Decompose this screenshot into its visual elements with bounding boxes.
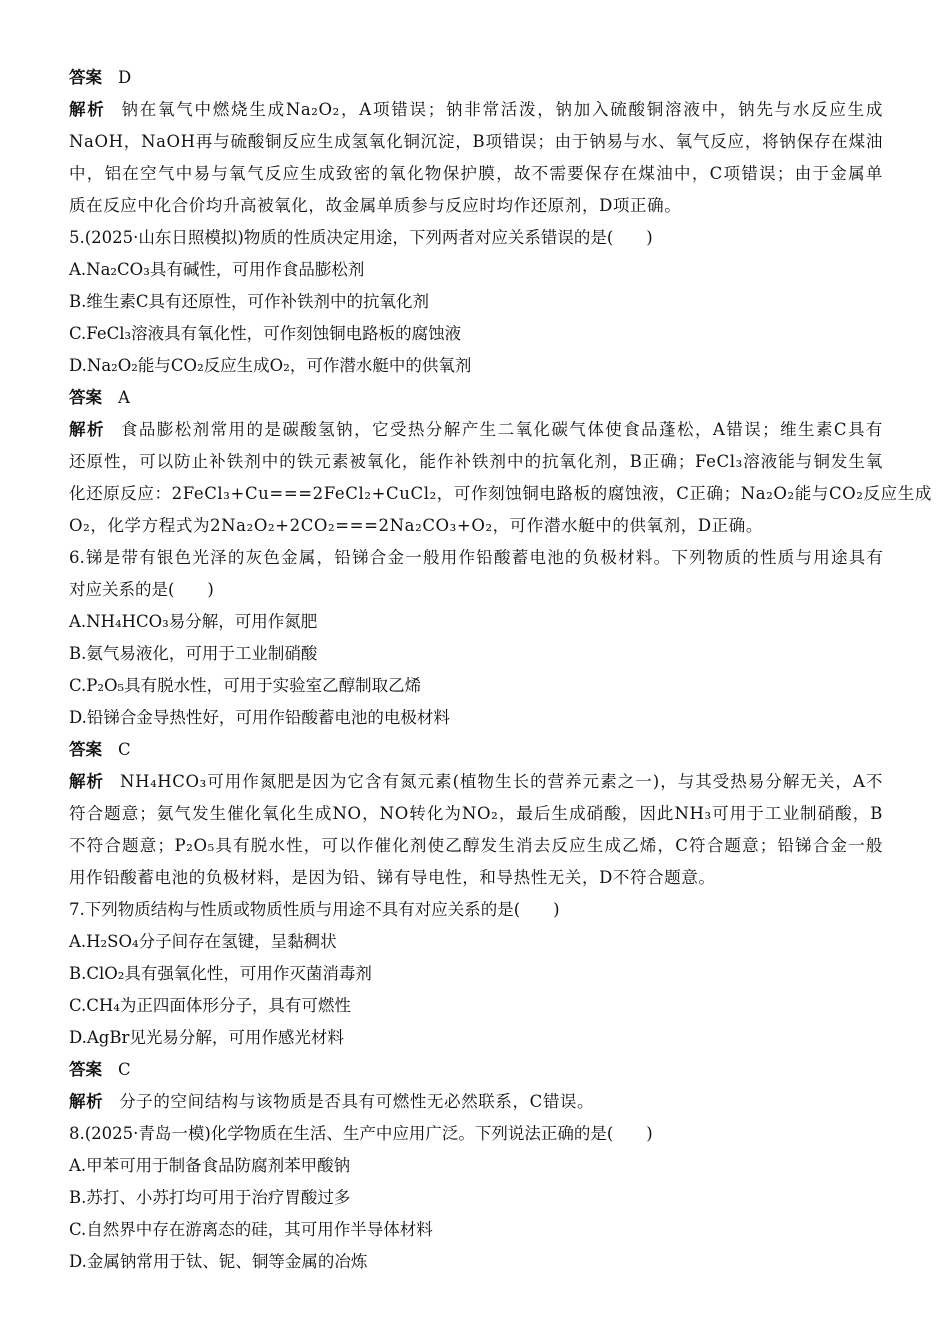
q8-option-a: A.甲苯可用于制备食品防腐剂苯甲酸钠 — [69, 1156, 351, 1175]
q6-analysis-line: 用作铅酸蓄电池的负极材料，是因为铅、锑有导电性，和导热性无关，D不符合题意。 — [69, 868, 716, 887]
q6-analysis-line: 不符合题意；P₂O₅具有脱水性，可以作催化剂使乙醇发生消去反应生成乙烯，C符合题意；铅锑合金一般 — [69, 836, 883, 855]
q8-option-b: B.苏打、小苏打均可用于治疗胃酸过多 — [69, 1188, 351, 1207]
q7-option-b: B.ClO₂具有强氧化性，可用作灭菌消毒剂 — [69, 964, 372, 983]
q5-analysis-line: O₂，化学方程式为2Na₂O₂+2CO₂===2Na₂CO₃+O₂，可作潜水艇中的供氧剂，D正确。 — [69, 516, 763, 535]
answer-label: 答案 — [69, 388, 102, 407]
q6-option-d: D.铅锑合金导热性好，可用作铅酸蓄电池的电极材料 — [69, 708, 450, 727]
analysis-text: 分子的空间结构与该物质是否具有可燃性无必然联系，C错误。 — [119, 1092, 595, 1111]
q5-analysis-line: 还原性，可以防止补铁剂中的铁元素被氧化，能作补铁剂中的抗氧化剂，B正确；FeCl₃溶液能与铜发生氧 — [69, 452, 883, 471]
q7-analysis-line — [69, 1086, 883, 1118]
q7-stem: 7.下列物质结构与性质或物质性质与用途不具有对应关系的是( ) — [69, 900, 560, 919]
q6-analysis-line: 符合题意；氨气发生催化氧化生成NO，NO转化为NO₂，最后生成硝酸，因此NH₃可用于工业制硝酸，B — [69, 804, 883, 823]
q5-answer — [69, 382, 883, 414]
q6-option-a: A.NH₄HCO₃易分解，可用作氮肥 — [69, 612, 318, 631]
q7-option-d: D.AgBr见光易分解，可用作感光材料 — [69, 1028, 344, 1047]
analysis-text: NH₄HCO₃可用作氮肥是因为它含有氮元素(植物生长的营养元素之一)，与其受热易分解无关，A不 — [120, 772, 883, 791]
q4-analysis-line: NaOH，NaOH再与硫酸铜反应生成氢氧化铜沉淀，B项错误；由于钠易与水、氧气反应，将钠保存在煤油 — [69, 132, 883, 151]
q8-stem: 8.(2025·青岛一模)化学物质在生活、生产中应用广泛。下列说法正确的是( ) — [69, 1124, 653, 1143]
q6-analysis-line — [69, 766, 883, 798]
answer-label: 答案 — [69, 1060, 102, 1079]
q5-option-a: A.Na₂CO₃具有碱性，可用作食品膨松剂 — [69, 260, 365, 279]
q4-answer — [69, 62, 883, 94]
q5-option-c: C.FeCl₃溶液具有氧化性，可作刻蚀铜电路板的腐蚀液 — [69, 324, 462, 343]
answer-label: 答案 — [69, 68, 102, 87]
answer-value: C — [118, 740, 131, 759]
q6-answer — [69, 734, 883, 766]
q7-answer — [69, 1054, 883, 1086]
q7-option-c: C.CH₄为正四面体形分子，具有可燃性 — [69, 996, 351, 1015]
q5-option-b: B.维生素C具有还原性，可作补铁剂中的抗氧化剂 — [69, 292, 429, 311]
analysis-text: 食品膨松剂常用的是碳酸氢钠，它受热分解产生二氧化碳气体使食品蓬松，A错误；维生素C具有 — [120, 420, 884, 439]
analysis-text: 钠在氧气中燃烧生成Na₂O₂，A项错误；钠非常活泼，钠加入硫酸铜溶液中，钠先与水反应生成 — [121, 100, 883, 119]
q6-stem: 对应关系的是( ) — [69, 580, 214, 599]
q5-analysis-line: 化还原反应：2FeCl₃+Cu===2FeCl₂+CuCl₂，可作刻蚀铜电路板的腐蚀液，C正确；Na₂O₂能与CO₂反应生成 — [69, 484, 932, 503]
q8-option-d: D.金属钠常用于钛、铌、铜等金属的冶炼 — [69, 1252, 368, 1271]
q5-analysis-line — [69, 414, 883, 446]
document-page — [69, 62, 932, 1278]
q6-option-c: C.P₂O₅具有脱水性，可用于实验室乙醇制取乙烯 — [69, 676, 422, 695]
q4-analysis-line: 质在反应中化合价均升高被氧化，故金属单质参与反应时均作还原剂，D项正确。 — [69, 196, 682, 215]
analysis-label: 解析 — [69, 100, 106, 119]
answer-value: C — [118, 1060, 131, 1079]
answer-value: A — [118, 388, 130, 407]
q8-option-c: C.自然界中存在游离态的硅，其可用作半导体材料 — [69, 1220, 433, 1239]
q4-analysis-line — [69, 94, 883, 126]
analysis-label: 解析 — [69, 1092, 104, 1111]
q5-stem: 5.(2025·山东日照模拟)物质的性质决定用途，下列两者对应关系错误的是( ) — [69, 228, 653, 247]
q5-option-d: D.Na₂O₂能与CO₂反应生成O₂，可作潜水艇中的供氧剂 — [69, 356, 472, 375]
q7-option-a: A.H₂SO₄分子间存在氢键，呈黏稠状 — [69, 932, 337, 951]
q6-stem: 6.锑是带有银色光泽的灰色金属，铅锑合金一般用作铅酸蓄电池的负极材料。下列物质的性质与用途具有 — [69, 548, 883, 567]
answer-value: D — [118, 68, 132, 87]
q6-option-b: B.氨气易液化，可用于工业制硝酸 — [69, 644, 318, 663]
answer-label: 答案 — [69, 740, 102, 759]
analysis-label: 解析 — [69, 420, 105, 439]
analysis-label: 解析 — [69, 772, 105, 791]
q4-analysis-line: 中，铝在空气中易与氧气反应生成致密的氧化物保护膜，故不需要保存在煤油中，C项错误；由于金属单 — [69, 164, 883, 183]
